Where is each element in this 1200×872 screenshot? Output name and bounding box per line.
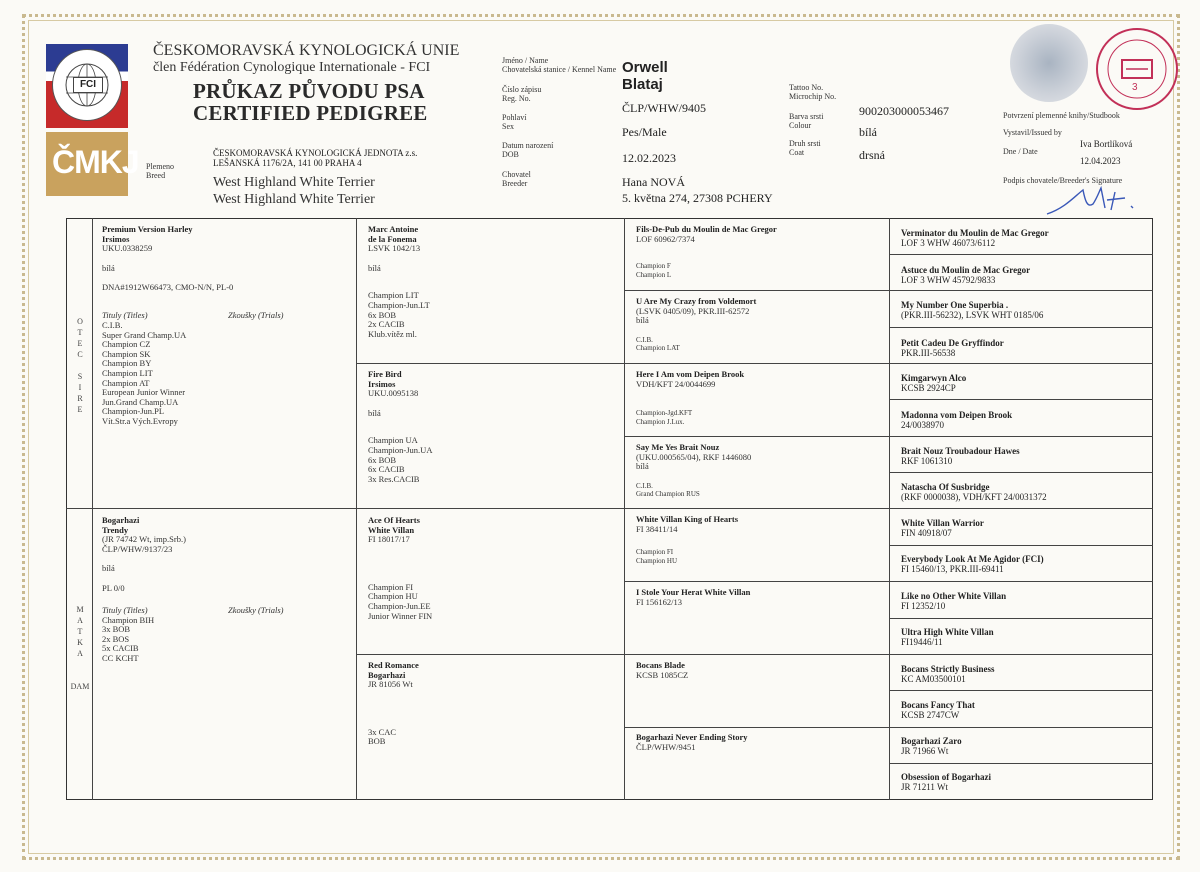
gen3-cell-4: Say Me Yes Brait Nouz (UKU.000565/04), RKF 1446080 bílá C.I.B. Grand Champion RUS: [636, 442, 752, 499]
studbook-confirm-label: Potvrzení plemenné knihy/Studbook: [1003, 111, 1120, 120]
dam-colour: bílá: [102, 563, 115, 574]
sire-trials-label: Zkoušky (Trials): [228, 309, 284, 320]
studbook-stamp-number: 3: [1132, 82, 1138, 93]
breed-value-2: West Highland White Terrier: [213, 192, 375, 207]
sire-side-label: O T E C S I R E: [77, 317, 83, 414]
col-divider-1: [92, 218, 93, 800]
breeder-label-en: Breeder: [502, 179, 528, 188]
gen3-cell-1: Fils-De-Pub du Moulin de Mac Gregor LOF 60962/7374 Champion F Champion L: [636, 224, 777, 279]
breed-label-en: Breed: [146, 171, 166, 180]
coat-value: drsná: [859, 148, 885, 162]
gen4-cell-9: White Villan Warrior FIN 40918/07: [901, 518, 984, 538]
club-name: ČESKOMORAVSKÁ KYNOLOGICKÁ JEDNOTA z.s.: [213, 148, 418, 158]
gen2-cell-1: Marc Antoine de la Fonema LSVK 1042/13 bílá Champion LIT Champion-Jun.LT 6x BOB 2x CACIB Klub.vítěz ml.: [368, 224, 430, 339]
gen3-cell-5: White Villan King of Hearts FI 38411/14 Champion FI Champion HU: [636, 514, 738, 565]
dob-label-cz: Datum narození: [502, 141, 554, 150]
reg-label-en: Reg. No.: [502, 94, 531, 103]
gen4-cell-16: Obsession of Bogarhazi JR 71211 Wt: [901, 772, 992, 792]
cmku-logo: [46, 132, 139, 196]
dog-kennel: Blataj: [622, 76, 663, 93]
breeder-label-cz: Chovatel: [502, 170, 531, 179]
breeder-signature: [1045, 180, 1155, 220]
dob-label-en: DOB: [502, 150, 519, 159]
row-divider-g4-5: [889, 399, 1153, 400]
sex-label-en: Sex: [502, 122, 514, 131]
sire-colour: bílá: [102, 262, 115, 273]
dam-reg: (JR 74742 Wt, imp.Srb.): [102, 534, 186, 545]
gen4-cell-5: Kimgarwyn Alco KCSB 2924CP: [901, 373, 967, 393]
colour-label-cz: Barva srsti: [789, 112, 824, 121]
colour-value: bílá: [859, 125, 877, 139]
gen4-cell-12: Ultra High White Villan FI19446/11: [901, 627, 994, 647]
gen3-cell-3: Here I Am vom Deipen Brook VDH/KFT 24/0044699 Champion-Jgd.KFT Champion J.Lux.: [636, 369, 745, 426]
gen4-cell-6: Madonna vom Deipen Brook 24/0038970: [901, 410, 1013, 430]
gen4-cell-4: Petit Cadeu De Gryffindor PKR.III-56538: [901, 338, 1004, 358]
kennel-label: Chovatelská stanice / Kennel Name: [502, 65, 617, 74]
studbook-stamp-icon: [1098, 30, 1176, 108]
row-divider-g2-1: [356, 363, 1153, 364]
gen4-cell-11: Like no Other White Villan FI 12352/10: [901, 591, 1007, 611]
issued-by-label: Vystavil/Issued by: [1003, 128, 1062, 137]
gen3-cell-7: Bocans Blade KCSB 1085CZ: [636, 660, 689, 680]
col-divider-2: [356, 218, 357, 800]
dog-dob: 12.02.2023: [622, 151, 676, 165]
breeder-address: 5. května 274, 27308 PCHERY: [622, 191, 773, 205]
dam-titles-label: Tituly (Titles): [102, 604, 148, 615]
row-divider-g4-13: [889, 690, 1153, 691]
colour-label-en: Colour: [789, 121, 812, 130]
dam-side-label: M A T K A DAM: [70, 605, 90, 691]
row-divider-g3-5: [624, 581, 1153, 582]
sire-health: DNA#1912W66473, CMO-N/N, PL-0: [102, 282, 234, 293]
gen4-cell-15: Bogarhazi Zaro JR 71966 Wt: [901, 736, 962, 756]
dam-trials-label: Zkoušky (Trials): [228, 604, 284, 615]
row-divider-g4-15: [889, 763, 1153, 764]
issue-date-label: Dne / Date: [1003, 147, 1038, 156]
col-divider-3: [624, 218, 625, 800]
sire-titles: C.I.B. Super Grand Champ.UA Champion CZ Champion SK Champion BY Champion LIT Champion AT European Junior Winner Jun.Grand Champ.UA Champion-Jun.PL Vít.Str.a Vých.Evropy: [102, 319, 187, 426]
tattoo-label: Tattoo No.: [789, 83, 824, 92]
gen4-cell-2: Astuce du Moulin de Mac Gregor LOF 3 WHW 45792/9833: [901, 265, 1031, 285]
issued-by-value: Iva Bortlíková: [1080, 139, 1133, 149]
gen4-cell-14: Bocans Fancy That KCSB 2747CW: [901, 700, 975, 720]
gen2-cell-3: Ace Of Hearts White Villan FI 18017/17 Champion FI Champion HU Champion-Jun.EE Junior Winner FIN: [368, 515, 433, 621]
gen4-cell-10: Everybody Look At Me Agidor (FCI) FI 15460/13, PKR.III-69411: [901, 554, 1044, 574]
row-divider-g4-1: [889, 254, 1153, 255]
microchip-label: Microchip No.: [789, 92, 837, 101]
dog-sex: Pes/Male: [622, 125, 667, 139]
org-fci-membership: člen Fédération Cynologique Internationale - FCI: [153, 60, 431, 75]
hologram-stamp: [1010, 24, 1088, 102]
gen4-cell-8: Natascha Of Susbridge (RKF 0000038), VDH/KFT 24/0031372: [901, 482, 1047, 502]
gen3-cell-8: Bogarhazi Never Ending Story ČLP/WHW/9451: [636, 732, 748, 752]
coat-label-en: Coat: [789, 148, 805, 157]
gen4-cell-7: Brait Nouz Troubadour Hawes RKF 1061310: [901, 446, 1020, 466]
reg-label-cz: Číslo zápisu: [502, 85, 542, 94]
club-address: LEŠANSKÁ 1176/2A, 141 00 PRAHA 4: [213, 158, 362, 168]
row-divider-g3-3: [624, 436, 1153, 437]
org-name: ČESKOMORAVSKÁ KYNOLOGICKÁ UNIE: [153, 42, 460, 59]
sex-label-cz: Pohlaví: [502, 113, 527, 122]
dam-kennel: Trendy: [102, 524, 129, 535]
row-divider-sire-dam: [66, 508, 1153, 509]
gen2-cell-4: Red Romance Bogarhazi JR 81056 Wt 3x CAC BOB: [368, 660, 419, 747]
breeder-signature-label: Podpis chovatele/Breeder's Signature: [1003, 176, 1123, 185]
gen2-cell-2: Fire Bird Irsimos UKU.0095138 bílá Champion UA Champion-Jun.UA 6x BOB 6x CACIB 3x Res.CACIB: [368, 369, 433, 484]
row-divider-g3-7: [624, 727, 1153, 728]
logo-block: [46, 44, 139, 194]
gen4-cell-13: Bocans Strictly Business KC AM03500101: [901, 664, 995, 684]
dog-name: Orwell: [622, 59, 668, 76]
breed-label-cz: Plemeno: [146, 162, 174, 171]
row-divider-g4-7: [889, 472, 1153, 473]
breeder-name: Hana NOVÁ: [622, 175, 685, 189]
dam-cell: [102, 516, 350, 664]
gen3-cell-6: I Stole Your Herat White Villan FI 156162/13: [636, 587, 751, 607]
dam-health: PL 0/0: [102, 582, 125, 593]
studbook-stamp: [1096, 28, 1178, 110]
gen4-cell-3: My Number One Superbia . (PKR.III-56232), LSVK WHT 0185/06: [901, 300, 1044, 320]
sire-name: Premium Version Harley: [102, 224, 193, 234]
issue-date-value: 12.04.2023: [1080, 156, 1121, 166]
row-divider-g4-9: [889, 545, 1153, 546]
page-title-cz: PRŮKAZ PŮVODU PSA: [193, 79, 425, 103]
row-divider-g4-11: [889, 618, 1153, 619]
dog-reg-no: ČLP/WHW/9405: [622, 101, 706, 115]
dam-titles: Champion BIH 3x BOB 2x BOS 5x CACIB CC KCHT: [102, 614, 155, 663]
dam-reg-2: ČLP/WHW/9137/23: [102, 543, 173, 554]
sire-kennel: Irsimos: [102, 233, 130, 244]
cmku-logo-text: ČMKJ: [52, 144, 139, 180]
microchip-value: 900203000053467: [859, 104, 949, 118]
page-title-en: CERTIFIED PEDIGREE: [193, 101, 428, 125]
sire-reg: UKU.0338259: [102, 243, 153, 254]
dam-name: Bogarhazi: [102, 515, 140, 525]
gen3-cell-2: U Are My Crazy from Voldemort (LSVK 0405/09), PKR.III-62572 bílá C.I.B. Champion LAT: [636, 296, 757, 353]
breed-value-1: West Highland White Terrier: [213, 175, 375, 190]
fci-logo: [52, 49, 122, 121]
name-label: Jméno / Name: [502, 56, 549, 65]
sire-titles-label: Tituly (Titles): [102, 309, 148, 320]
sire-cell: [102, 225, 350, 427]
fci-logo-text: FCI: [73, 77, 103, 93]
row-divider-g3-1: [624, 290, 1153, 291]
col-divider-4: [889, 218, 890, 800]
row-divider-g4-3: [889, 327, 1153, 328]
row-divider-g2-3: [356, 654, 1153, 655]
gen4-cell-1: Verminator du Moulin de Mac Gregor LOF 3 WHW 46073/6112: [901, 228, 1049, 248]
coat-label-cz: Druh srsti: [789, 139, 821, 148]
